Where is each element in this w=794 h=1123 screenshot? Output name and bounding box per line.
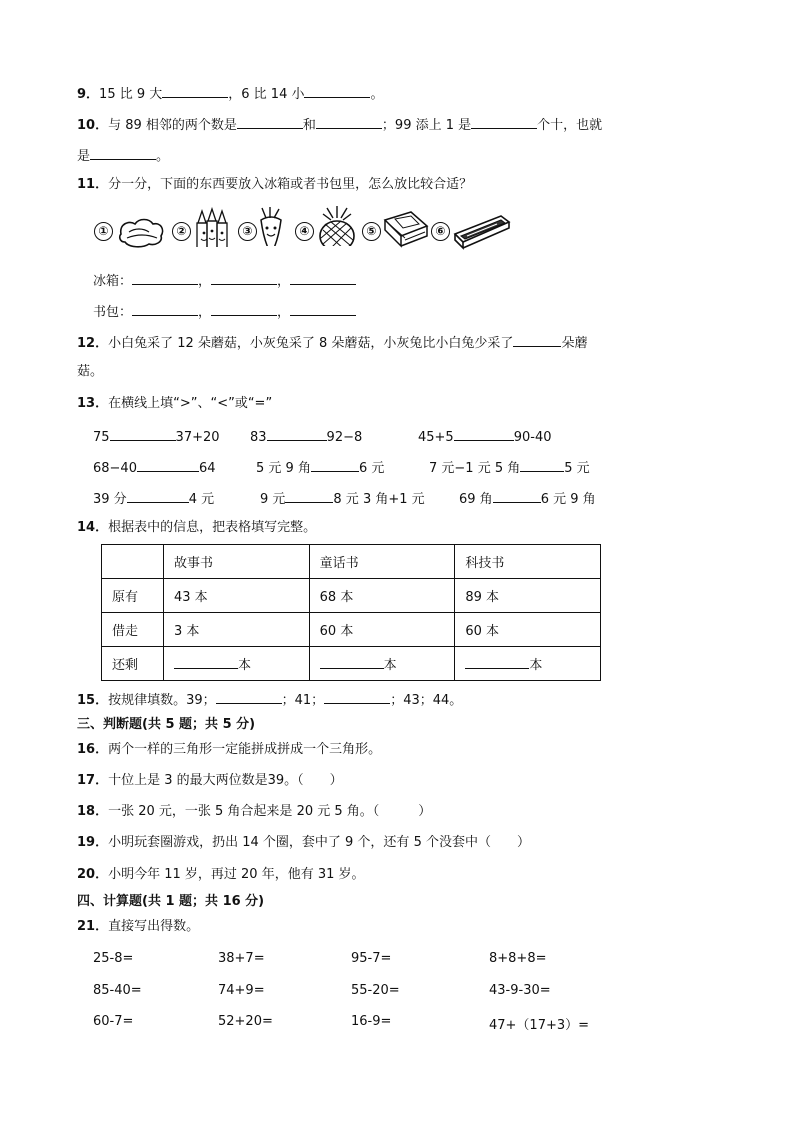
item-number: ① <box>94 222 113 241</box>
calc-item: 55-20= <box>351 983 400 998</box>
book-icon <box>381 210 431 250</box>
compare-item: 9 元 8 元 3 角+1 元 <box>260 488 425 509</box>
calc-item: 47+（17+3）= <box>489 1018 590 1033</box>
crayons-icon <box>192 207 236 247</box>
answer-blank[interactable] <box>137 457 199 472</box>
answer-blank[interactable] <box>471 114 537 129</box>
compare-item: 68−40 64 <box>93 457 216 478</box>
item-number: ⑤ <box>362 222 381 241</box>
calc-item: 25-8= <box>93 951 134 966</box>
section-title: 三、判断题(共 5 题；共 5 分) <box>77 717 256 732</box>
table-cell: 还剩 <box>102 647 164 681</box>
answer-blank[interactable] <box>493 488 541 503</box>
item-number: ⑥ <box>431 222 450 241</box>
answer-blank[interactable] <box>520 457 564 472</box>
calc-item: 85-40= <box>93 983 142 998</box>
question-16: 16．两个一样的三角形一定能拼成拼成一个三角形。 <box>77 742 382 757</box>
pencil-case-icon <box>451 210 513 250</box>
question-9: 9．15 比 9 大 ，6 比 14 小 。 <box>77 83 384 104</box>
answer-blank[interactable] <box>285 488 333 503</box>
table-cell: 本 <box>455 647 601 681</box>
answer-blank[interactable] <box>465 654 529 669</box>
answer-blank[interactable] <box>132 270 198 285</box>
table-cell: 89 本 <box>455 579 601 613</box>
answer-blank[interactable] <box>513 332 561 347</box>
answer-blank[interactable] <box>162 83 228 98</box>
table-cell: 本 <box>309 647 455 681</box>
table-cell: 3 本 <box>164 613 310 647</box>
question-18: 18．一张 20 元，一张 5 角合起来是 20 元 5 角。（ ） <box>77 804 432 819</box>
answer-blank[interactable] <box>216 689 282 704</box>
calc-item: 74+9= <box>218 983 265 998</box>
calc-item: 52+20= <box>218 1014 273 1029</box>
calc-item: 43-9-30= <box>489 983 551 998</box>
cabbage-icon <box>115 212 167 252</box>
question-20: 20．小明今年 11 岁，再过 20 年，他有 31 岁。 <box>77 867 365 882</box>
table-cell: 43 本 <box>164 579 310 613</box>
carrot-icon <box>256 206 286 246</box>
table-header: 故事书 <box>164 545 310 579</box>
answer-blank[interactable] <box>304 83 370 98</box>
question-14: 14．根据表中的信息，把表格填写完整。 <box>77 520 317 535</box>
answer-blank[interactable] <box>127 488 189 503</box>
answer-blank[interactable] <box>110 426 176 441</box>
answer-blank[interactable] <box>290 301 356 316</box>
calc-item: 95-7= <box>351 951 392 966</box>
calc-item: 16-9= <box>351 1014 392 1029</box>
compare-item: 83 92−8 <box>250 426 362 447</box>
question-13: 13．在横线上填“>”、“<”或“=” <box>77 396 273 411</box>
calc-item: 38+7= <box>218 951 265 966</box>
answer-blank[interactable] <box>211 301 277 316</box>
table-cell: 本 <box>164 647 310 681</box>
bag-row: 书包： ， ， <box>93 301 356 322</box>
answer-blank[interactable] <box>316 114 382 129</box>
table-cell: 68 本 <box>309 579 455 613</box>
question-12-cont: 菇。 <box>77 364 104 379</box>
question-15: 15．按规律填数。39； ；41； ；43；44。 <box>77 689 462 710</box>
table-row <box>102 579 601 613</box>
answer-blank[interactable] <box>132 301 198 316</box>
fridge-row: 冰箱： ， ， <box>93 270 356 291</box>
table-row <box>102 647 601 681</box>
calc-item: 8+8+8= <box>489 951 547 966</box>
compare-item: 45+5 90-40 <box>418 426 552 447</box>
table-row <box>102 545 601 579</box>
books-table <box>101 544 601 681</box>
answer-blank[interactable] <box>290 270 356 285</box>
question-21: 21．直接写出得数。 <box>77 919 200 934</box>
compare-item: 5 元 9 角 6 元 <box>256 457 384 478</box>
item-number: ③ <box>238 222 257 241</box>
question-11: 11．分一分，下面的东西要放入冰箱或者书包里，怎么放比较合适？ <box>77 177 473 192</box>
answer-blank[interactable] <box>311 457 359 472</box>
calc-item: 60-7= <box>93 1014 134 1029</box>
answer-blank[interactable] <box>320 654 384 669</box>
pineapple-icon <box>315 206 361 246</box>
answer-blank[interactable] <box>237 114 303 129</box>
answer-blank[interactable] <box>90 145 156 160</box>
compare-item: 75 37+20 <box>93 426 220 447</box>
table-header: 童话书 <box>309 545 455 579</box>
question-12: 12．小白兔采了 12 朵蘑菇，小灰兔采了 8 朵蘑菇，小灰兔比小白兔少采了 朵蘑 <box>77 332 587 353</box>
compare-item: 7 元−1 元 5 角 5 元 <box>429 457 590 478</box>
compare-item: 39 分 4 元 <box>93 488 214 509</box>
question-10: 10．与 89 相邻的两个数是 和 ；99 添上 1 是 个十，也就 <box>77 114 602 135</box>
table-row <box>102 613 601 647</box>
answer-blank[interactable] <box>174 654 238 669</box>
section-title: 四、计算题(共 1 题；共 16 分) <box>77 894 265 909</box>
compare-item: 69 角 6 元 9 角 <box>459 488 596 509</box>
question-19: 19．小明玩套圈游戏，扔出 14 个圈，套中了 9 个，还有 5 个没套中（ ） <box>77 835 530 850</box>
answer-blank[interactable] <box>324 689 390 704</box>
question-17: 17．十位上是 3 的最大两位数是39。（ ） <box>77 773 343 788</box>
answer-blank[interactable] <box>267 426 327 441</box>
table-cell: 原有 <box>102 579 164 613</box>
item-number: ④ <box>295 222 314 241</box>
answer-blank[interactable] <box>454 426 514 441</box>
table-cell: 借走 <box>102 613 164 647</box>
table-cell: 60 本 <box>309 613 455 647</box>
question-10-cont: 是 。 <box>77 145 169 166</box>
table-header: 科技书 <box>455 545 601 579</box>
table-cell: 60 本 <box>455 613 601 647</box>
item-number: ② <box>172 222 191 241</box>
answer-blank[interactable] <box>211 270 277 285</box>
table-cell <box>102 545 164 579</box>
